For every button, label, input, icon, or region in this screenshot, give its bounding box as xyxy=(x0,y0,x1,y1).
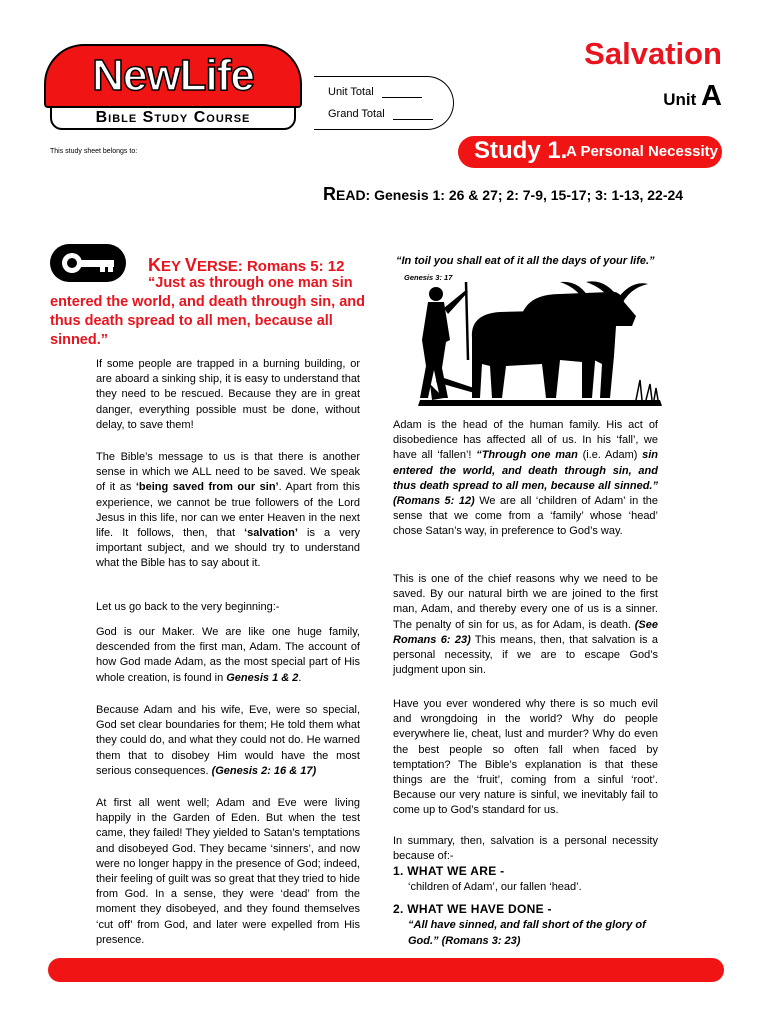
read-label-initial: R xyxy=(323,184,336,204)
summary-heading-1: 1. WHAT WE ARE - xyxy=(393,864,505,878)
reading-line xyxy=(323,184,683,205)
study-number: Study 1. xyxy=(474,137,568,164)
left-para-3: Let us go back to the very beginning:- xyxy=(96,601,280,613)
key-verse-heading: KEY VERSE: Romans 5: 12 xyxy=(148,255,345,275)
summary-heading-2: 2. WHAT WE HAVE DONE - xyxy=(393,902,552,916)
right-para-2: This is one of the chief reasons why we need to be saved. By our natural birth we are joined to the first man, Adam, and thereby every one of us is a sinner. The penalty of sin for us, as for Adam, is death. (See Romans 6: 23) This means, then, that salvation is a personal necessity, if we are to escape God’s judgment upon sin. xyxy=(393,573,658,677)
page-title: Salvation xyxy=(584,36,722,71)
right-para-4: In summary, then, salvation is a personal necessity because of:- xyxy=(393,835,658,863)
logo-subtitle-bar xyxy=(50,106,296,130)
study-banner xyxy=(458,136,722,168)
ref-genesis-2-16: (Genesis 2: 16 & 17) xyxy=(211,764,317,777)
unit-letter: A xyxy=(701,80,722,112)
left-para-1: If some people are trapped in a burning building, or are aboard a sinking ship, it is easy to understand that they need to be rescued. Because they are in great danger, everything possible must be done, without delay, to save them! xyxy=(96,358,360,431)
read-label-rest: EAD: xyxy=(336,187,371,203)
study-title: A Personal Necessity xyxy=(566,143,719,160)
left-para-4: God is our Maker. We are like one huge family, descended from the first man, Adam. The account of how God made Adam, as the most special part of His whole creation, is found in Genesis 1 & 2. xyxy=(96,626,360,684)
illustration-quote-text: “In toil you shall eat of it all the days of your life.” xyxy=(396,255,655,267)
emphasis-saved-from-sin: ‘being saved from our sin’ xyxy=(135,481,279,494)
left-para-6: At first all went well; Adam and Eve were living happily in the Garden of Eden. But when the test came, they failed! They yielded to Satan’s temptations and disobeyed God. They became ‘sinners’, and now were no longer happy in the presence of God; indeed, their feeling of guilt was so great that they tried to hide from God. In a sense, they were ‘dead’ from the moment they disobeyed, and they found themselves ‘cut off’ from God, and later were expelled from His presence. xyxy=(96,797,360,946)
grand-total-label: Grand Total xyxy=(328,108,385,120)
unit-total-blank[interactable] xyxy=(382,88,422,98)
illustration-quote-ref: Genesis 3: 17 xyxy=(404,273,453,282)
left-para-2: The Bible’s message to us is that there is another sense in which we ALL need to be saved. We speak of it as ‘being saved from our sin’. Apart from this experience, we cannot be true followers of the Lord Jesus in this life, nor can we enter Heaven in the next life. It follows, then, that ‘salvation’ is a very important subject, and we should try to understand what the Bible has to say about it. xyxy=(96,451,360,570)
key-icon xyxy=(50,244,126,282)
unit-word: Unit xyxy=(663,90,697,109)
key-verse-line1: “Just as through one man sin xyxy=(148,275,353,291)
summary-text-1: ‘children of Adam’, our fallen ‘head’. xyxy=(408,881,582,893)
grand-total-row xyxy=(328,108,433,120)
ref-romans-6-23: (See Romans 6: 23) xyxy=(393,618,658,646)
unit-label xyxy=(663,80,722,113)
ref-genesis-1-2: Genesis 1 & 2 xyxy=(226,671,299,684)
newlife-logo xyxy=(44,44,302,130)
read-passages: Genesis 1: 26 & 27; 2: 7-9, 15-17; 3: 1-13, 22-24 xyxy=(374,187,684,203)
unit-total-label: Unit Total xyxy=(328,86,374,98)
grand-total-blank[interactable] xyxy=(393,110,433,120)
right-para-3: Have you ever wondered why there is so much evil and wrongdoing in the world? Why do people everywhere lie, cheat, lust and murder? Why do even the best people so often fall when faced by temptation? The Bible’s explanation is that these things are the ‘fruit’, coming from a sinful ‘root’. Because our very nature is sinful, we inevitably fail to come up to God’s standard for us. xyxy=(393,698,658,817)
key-verse-ref: Romans 5: 12 xyxy=(246,258,345,275)
summary-text-2: “All have sinned, and fall short of the glory of God.” (Romans 3: 23) xyxy=(408,919,646,947)
ploughman-oxen-illustration xyxy=(410,280,670,408)
footer-bar xyxy=(48,958,724,982)
logo-banner xyxy=(44,44,302,108)
right-para-1: Adam is the head of the human family. His act of disobedience has affected all of us. In his ‘fall’, we have all ‘fallen’! “Through one man (i.e. Adam) sin entered the world, and death through sin, and thus death spread to all men, because all sinned.” (Romans 5: 12) We are all ‘children of Adam’ in the sense that we come from a ‘family’ whose ‘head’ chose Satan’s way, in preference to God’s way. xyxy=(393,419,658,538)
belongs-to-label: This study sheet belongs to: xyxy=(50,148,138,155)
logo-subtitle: Bible Study Course xyxy=(95,109,251,126)
ref-romans-5-12: sin entered the world, and death through sin, and thus death spread to all men, because all sinned.” (Romans 5: 12) xyxy=(393,449,658,508)
emphasis-salvation: ‘salvation’ xyxy=(244,527,298,540)
logo-title: NewLife xyxy=(92,51,254,100)
key-verse-line2: entered the world, and death through sin, and thus death spread to all men, because all sinned.” xyxy=(50,294,365,348)
totals-box xyxy=(314,76,454,130)
left-para-5: Because Adam and his wife, Eve, were so special, God set clear boundaries for them; He told them what they could do, and what they could not do. He warned them that to disobey Him would have the most serious consequences. (Genesis 2: 16 & 17) xyxy=(96,704,360,777)
unit-total-row xyxy=(328,86,422,98)
